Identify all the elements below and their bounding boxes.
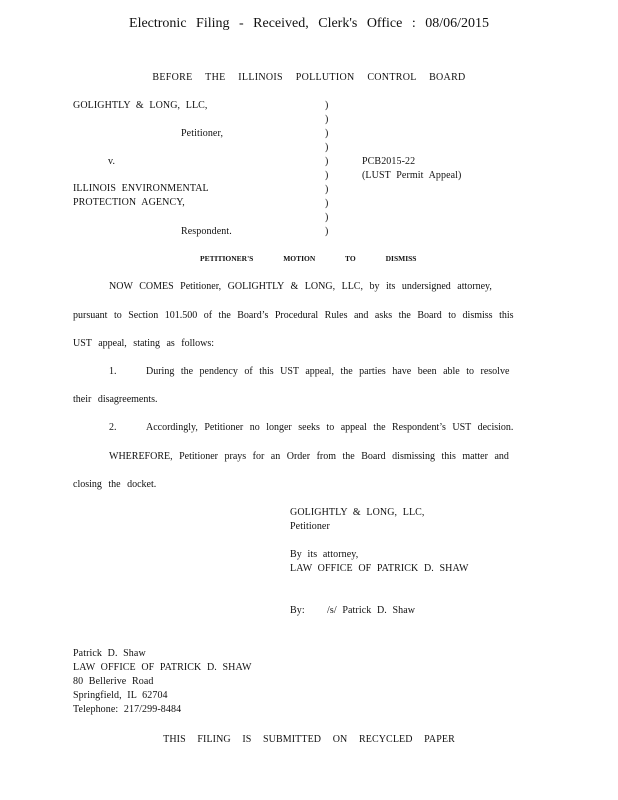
wherefore-line-1: WHEREFORE, Petitioner prays for an Order from the Board dismissing this matter and bbox=[109, 451, 509, 462]
caption-paren: ) bbox=[325, 198, 329, 209]
electronic-signature: /s/ Patrick D. Shaw bbox=[327, 605, 416, 616]
respondent-role: Respondent. bbox=[181, 226, 232, 237]
caption-paren: ) bbox=[325, 100, 329, 111]
signature-by-label: By: bbox=[290, 605, 305, 616]
caption-paren: ) bbox=[325, 226, 329, 237]
signature-party-role: Petitioner bbox=[290, 521, 330, 532]
intro-line-1: NOW COMES Petitioner, GOLIGHTLY & LONG, LLC, by its undersigned attorney, bbox=[109, 281, 492, 292]
contact-street: 80 Bellerive Road bbox=[73, 676, 154, 687]
contact-office: LAW OFFICE OF PATRICK D. SHAW bbox=[73, 662, 252, 673]
item-1-number: 1. bbox=[109, 366, 117, 377]
caption-paren: ) bbox=[325, 170, 329, 181]
intro-line-2: pursuant to Section 101.500 of the Board’s Procedural Rules and asks the Board to dismiss this bbox=[73, 310, 514, 321]
contact-telephone: Telephone: 217/299-8484 bbox=[73, 704, 182, 715]
item-2-line-1: Accordingly, Petitioner no longer seeks to appeal the Respondent’s UST decision. bbox=[146, 422, 514, 433]
caption-paren: ) bbox=[325, 128, 329, 139]
caption-paren: ) bbox=[325, 142, 329, 153]
filing-stamp-header: Electronic Filing - Received, Clerk's Office : 08/06/2015 bbox=[129, 16, 489, 31]
caption-paren: ) bbox=[325, 184, 329, 195]
petitioner-role: Petitioner, bbox=[181, 128, 224, 139]
contact-name: Patrick D. Shaw bbox=[73, 648, 146, 659]
contact-city: Springfield, IL 62704 bbox=[73, 690, 168, 701]
item-1-line-1: During the pendency of this UST appeal, the parties have been able to resolve bbox=[146, 366, 510, 377]
versus-label: v. bbox=[108, 156, 116, 167]
petitioner-name: GOLIGHTLY & LONG, LLC, bbox=[73, 100, 208, 111]
caption-paren: ) bbox=[325, 212, 329, 223]
signature-law-office: LAW OFFICE OF PATRICK D. SHAW bbox=[290, 563, 469, 574]
court-name: BEFORE THE ILLINOIS POLLUTION CONTROL BOARD bbox=[152, 72, 466, 83]
intro-line-3: UST appeal, stating as follows: bbox=[73, 338, 215, 349]
signature-party: GOLIGHTLY & LONG, LLC, bbox=[290, 507, 425, 518]
caption-paren: ) bbox=[325, 156, 329, 167]
case-type: (LUST Permit Appeal) bbox=[362, 170, 462, 181]
respondent-name-line2: PROTECTION AGENCY, bbox=[73, 197, 185, 208]
item-1-line-2: their disagreements. bbox=[73, 394, 158, 405]
motion-title: PETITIONER'S MOTION TO DISMISS bbox=[200, 254, 417, 263]
recycled-paper-notice: THIS FILING IS SUBMITTED ON RECYCLED PAPER bbox=[163, 734, 455, 745]
wherefore-line-2: closing the docket. bbox=[73, 479, 157, 490]
item-2-number: 2. bbox=[109, 422, 117, 433]
signature-by-attorney: By its attorney, bbox=[290, 549, 359, 560]
case-number: PCB2015-22 bbox=[362, 156, 416, 167]
respondent-name-line1: ILLINOIS ENVIRONMENTAL bbox=[73, 183, 209, 194]
caption-paren: ) bbox=[325, 114, 329, 125]
